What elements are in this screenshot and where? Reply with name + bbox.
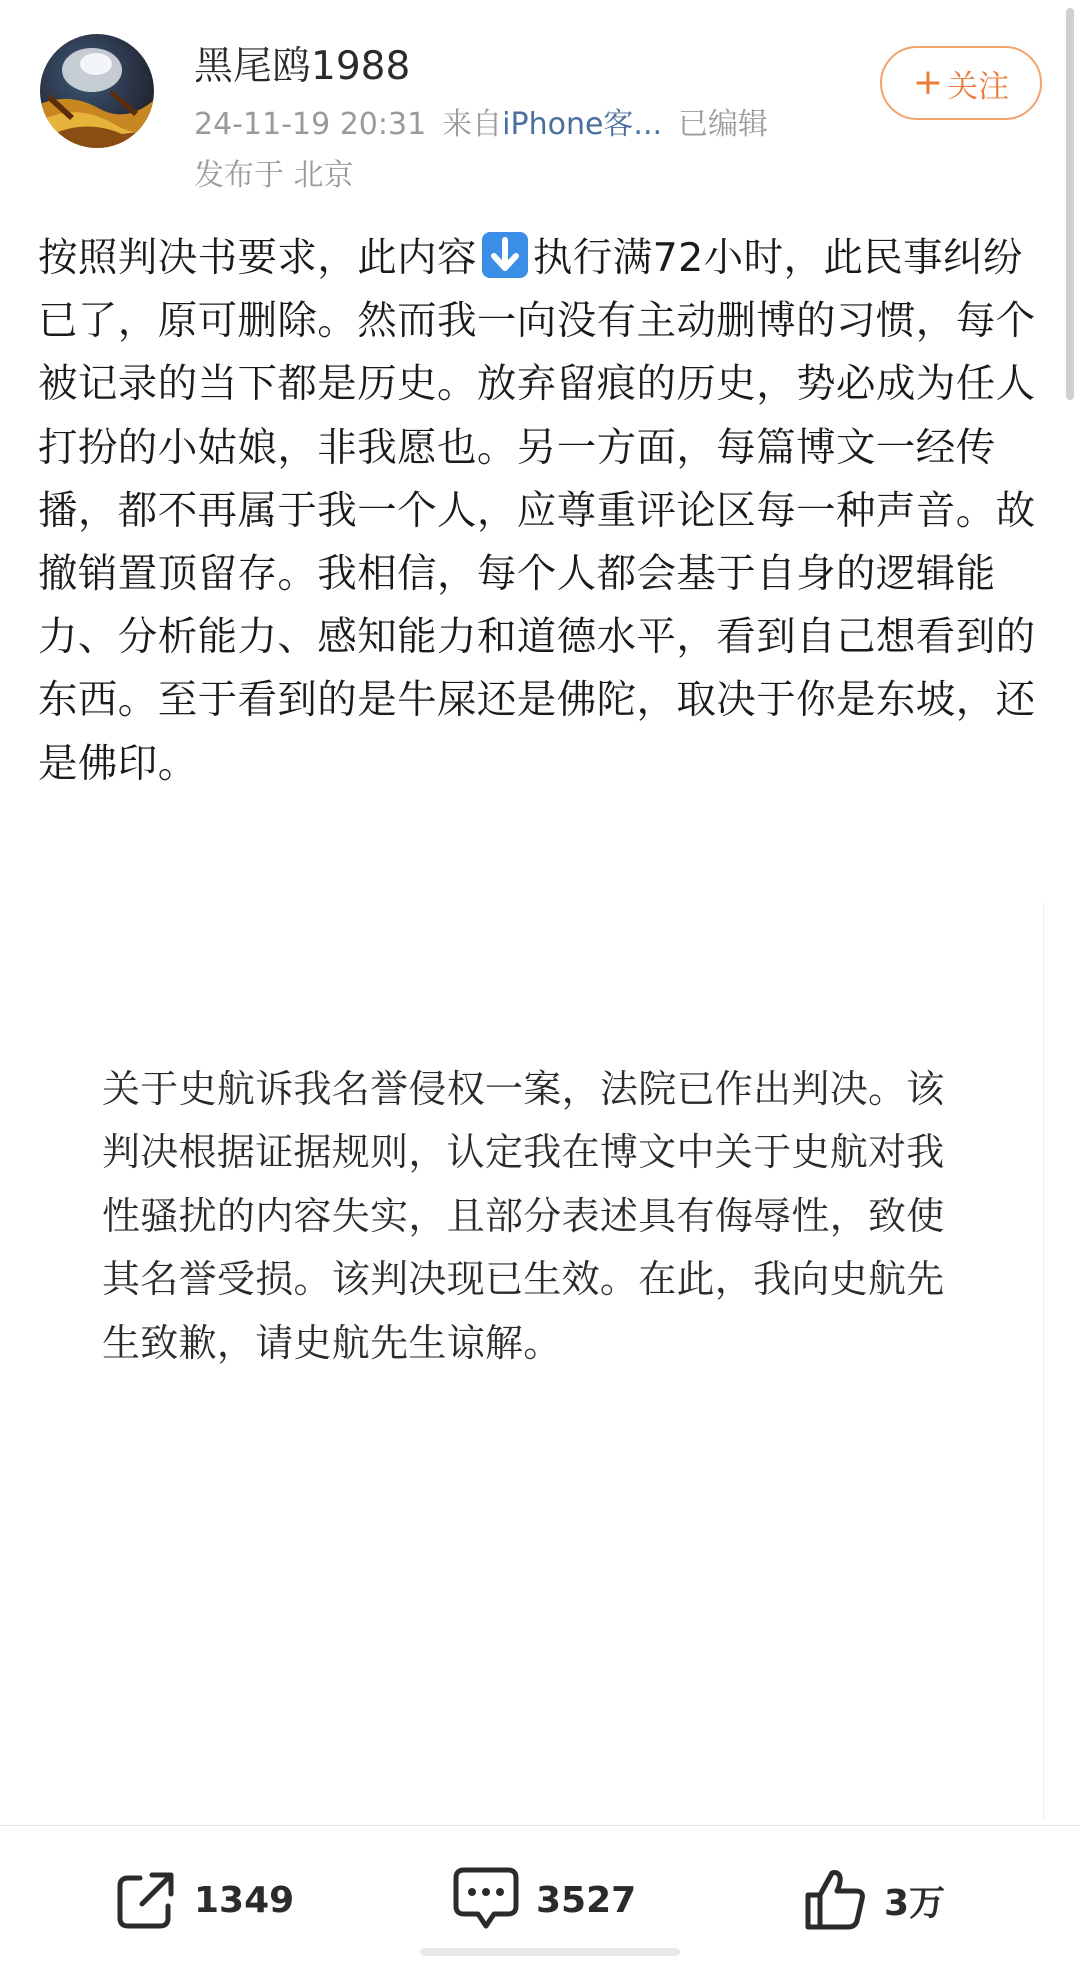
post-body: [38, 227, 1038, 796]
avatar[interactable]: [40, 34, 154, 148]
plus-icon: +: [912, 62, 944, 103]
source-prefix: 来自: [442, 107, 503, 142]
post-timestamp: 24-11-19 20:31: [194, 107, 427, 142]
comment-count: 3527: [536, 1879, 637, 1921]
post-text-part2: 执行满72小时，此民事纠纷已了，原可删除。然而我一向没有主动删博的习惯，每个被记录的当下都是历史。放弃留痕的历史，势必成为任人打扮的小姑娘，非我愿也。另一方面，每篇博文一经传播，都不再属于我一个人，应尊重评论区每一种声音。故撤销置顶留存。我相信，每个人都会基于自身的逻辑能力、分析能力、感知能力和道德水平，看到自己想看到的东西。至于看到的是牛屎还是佛陀，取决于你是东坡，还是佛印。: [38, 235, 1036, 787]
repost-count: 1349: [194, 1879, 295, 1921]
repost-button[interactable]: [112, 1862, 294, 1938]
source-link[interactable]: iPhone客...: [502, 107, 663, 142]
comment-icon: [450, 1862, 522, 1938]
quoted-statement-text: 关于史航诉我名誉侵权一案，法院已作出判决。该判决根据证据规则，认定我在博文中关于史航对我性骚扰的内容失实，且部分表述具有侮辱性，致使其名誉受损。该判决现已生效。在此，我向史航先生致歉，请史航先生谅解。: [102, 1067, 945, 1365]
follow-button[interactable]: [880, 46, 1042, 120]
home-indicator: [420, 1948, 680, 1956]
post-text-part1: 按照判决书要求，此内容: [38, 235, 477, 281]
action-bar-divider: [0, 1825, 1080, 1826]
thumbs-up-icon: [800, 1865, 870, 1935]
share-icon: [112, 1866, 180, 1934]
like-button[interactable]: [800, 1862, 945, 1938]
scrollbar[interactable]: [1066, 8, 1074, 400]
post-location: 发布于 北京: [194, 158, 354, 193]
post-meta: [194, 104, 768, 146]
follow-label: 关注: [947, 68, 1010, 105]
down-arrow-emoji-icon: [481, 231, 529, 279]
comment-button[interactable]: [450, 1862, 636, 1938]
edited-label[interactable]: 已编辑: [678, 107, 769, 142]
avatar-image: [40, 34, 154, 148]
like-count: 3万: [884, 1882, 946, 1924]
username[interactable]: 黑尾鸥1988: [194, 44, 411, 89]
